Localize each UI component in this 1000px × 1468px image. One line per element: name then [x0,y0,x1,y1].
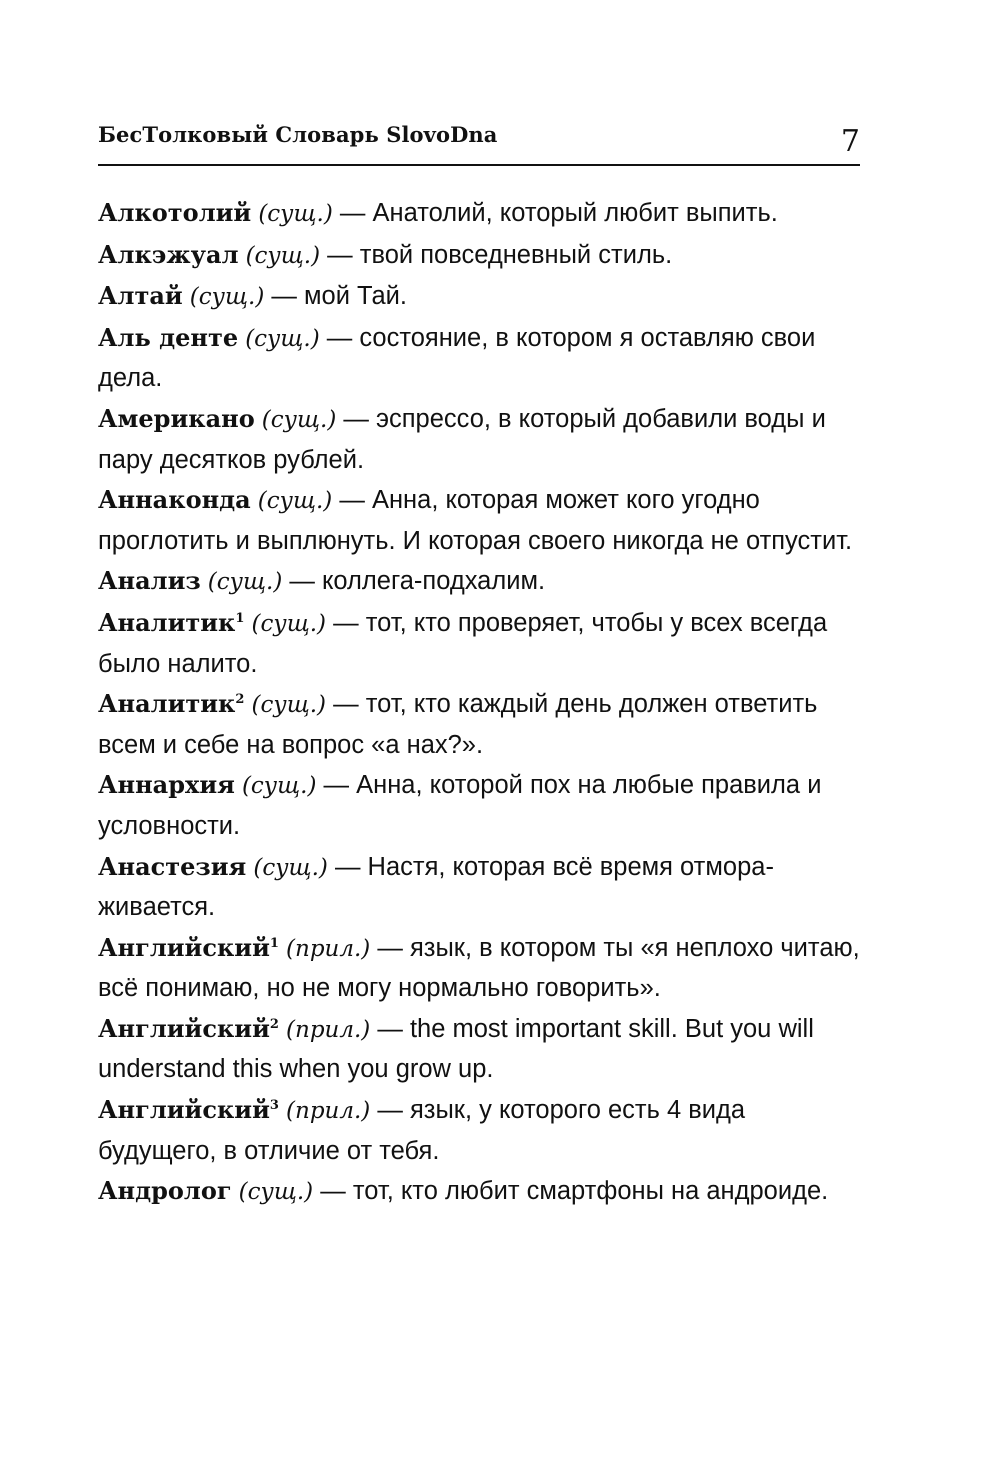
entry-part-of-speech: (сущ.) [189,284,265,311]
entry-part-of-speech: (сущ.) [245,242,321,269]
dictionary-entry [98,235,868,277]
entry-term [98,1095,279,1124]
entry-term-text: Аналитик [98,689,236,719]
entry-term-text: Анастезия [98,851,247,881]
entry-term-text: Алкотолий [98,198,252,227]
entry-term-text: Алтай [98,281,183,311]
entry-part-of-speech: (сущ.) [238,1179,314,1206]
entry-definition: — the most important skill. But you will understand this when you grow up. [98,1014,814,1084]
entry-term [98,1014,279,1043]
entry-term [98,566,201,595]
entry-term [98,852,246,881]
entry-term-text: Аннархия [98,770,235,800]
entry-sense-number: 2 [269,1016,279,1032]
entry-term-text: Аннаконда [98,485,251,515]
entry-part-of-speech: (сущ.) [207,569,283,596]
entry-definition: — тот, кто каждый день должен ответить всем и себе на вопрос «а нах?». [98,690,818,759]
entry-term [98,933,279,962]
entry-term-text: Алкэжуал [98,239,239,269]
entry-definition: — язык, у которого есть 4 вида будущего, в отличие от тебя. [98,1096,746,1165]
entry-term [98,770,235,799]
entry-part-of-speech: (прил.) [286,1016,371,1043]
entry-definition: — Настя, которая всё время отмораживается. [98,852,774,922]
book-title: БесТолковый Словарь SlovoDna [98,122,498,147]
dictionary-entry [98,561,868,603]
dictionary-entry [98,318,868,399]
entry-definition: — коллега-подхалим. [282,567,546,596]
entry-definition: — язык, в котором ты «я неплохо читаю, всё понимаю, но не могу нормально говорить». [98,933,860,1003]
entry-sense-number: 2 [235,692,245,708]
entry-term-text: Английский [98,932,270,962]
page-number: 7 [840,124,860,159]
entry-part-of-speech: (прил.) [286,935,371,962]
dictionary-entry [98,603,868,684]
dictionary-entry [98,1090,868,1171]
entry-definition: — Анна, которой пох на любые правила и условности. [98,771,822,840]
dictionary-entry [98,684,868,765]
dictionary-entry [98,276,868,318]
entry-term-text: Английский [98,1095,270,1125]
entry-term-text: Аналитик [98,607,236,637]
running-header [98,118,860,166]
dictionary-entry [98,928,868,1009]
entry-sense-number: 1 [235,610,245,626]
entry-part-of-speech: (сущ.) [257,488,333,515]
entry-part-of-speech: (сущ.) [251,692,327,719]
entry-part-of-speech: (сущ.) [258,201,333,227]
entry-term [98,198,251,227]
entry-definition: — твой повседневный стиль. [320,240,673,269]
entry-sense-number: 3 [269,1098,279,1114]
entry-definition: — тот, кто любит смартфоны на андроиде. [313,1177,829,1206]
entry-definition: — Анатолий, который любит выпить. [332,199,778,227]
entry-part-of-speech: (сущ.) [245,325,320,352]
dictionary-entry [98,1171,868,1213]
entry-part-of-speech: (сущ.) [253,854,328,881]
entry-term [98,689,244,718]
entry-sense-number: 1 [269,935,279,951]
dictionary-entries [98,193,868,1213]
dictionary-entry [98,765,868,846]
entry-part-of-speech: (сущ.) [251,610,327,637]
entry-term [98,281,183,310]
entry-term [98,485,251,514]
entry-term [98,1176,232,1205]
entry-part-of-speech: (сущ.) [241,773,317,800]
entry-part-of-speech: (сущ.) [261,406,337,433]
entry-term-text: Андролог [98,1176,232,1206]
entry-term [98,404,255,433]
entry-term-text: Анализ [98,566,201,596]
entry-term-text: Американо [98,403,255,433]
entry-definition: — состояние, в котором я оставляю свои дела. [98,323,816,393]
dictionary-entry [98,480,868,561]
entry-definition: — тот, кто проверяет, чтобы у всех всегда было налито. [98,608,828,678]
entry-definition: — Анна, которая может кого угодно проглотить и выплюнуть. И которая своего никогда не отпустит. [98,486,853,555]
dictionary-entry [98,847,868,928]
entry-term [98,323,238,352]
entry-term-text: Английский [98,1013,270,1043]
entry-term [98,240,238,269]
entry-term [98,608,244,637]
dictionary-entry [98,193,868,235]
dictionary-entry [98,1009,868,1090]
dictionary-entry [98,399,868,480]
entry-part-of-speech: (прил.) [286,1098,371,1125]
entry-term-text: Аль денте [98,322,239,352]
entry-definition: — эспрессо, в который добавили воды и пару десятков рублей. [98,404,826,474]
entry-definition: — мой Тай. [264,282,407,311]
